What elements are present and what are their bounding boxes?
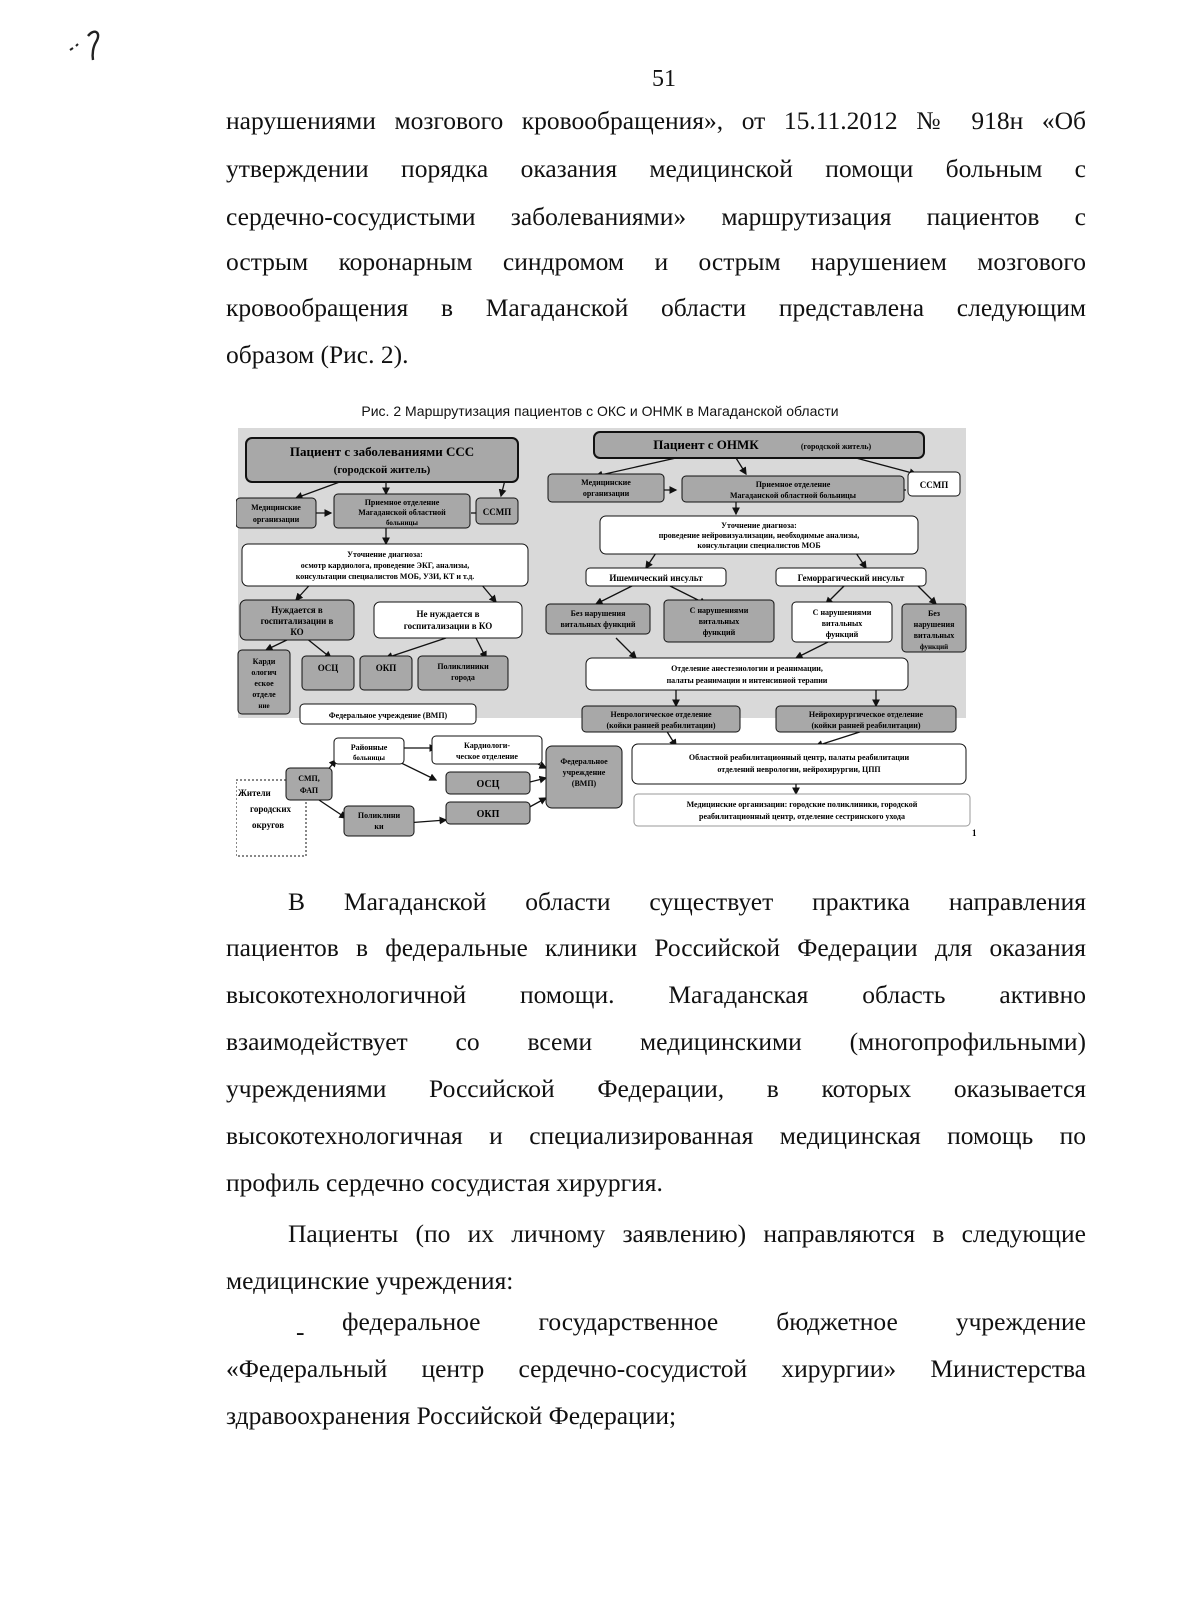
box-text: отделе bbox=[252, 690, 276, 699]
text-line: Пациенты (по их личному заявлению) направляются в следующие bbox=[288, 1219, 1086, 1248]
box-priem-right bbox=[682, 476, 904, 502]
box-text: ОСЦ bbox=[317, 663, 339, 673]
box-district-hospitals bbox=[334, 738, 404, 764]
text-line: высокотехнологичная и специализированная медицинская помощь по bbox=[226, 1121, 1086, 1150]
box-osc-bottom bbox=[446, 772, 530, 794]
list-dash: - bbox=[296, 1317, 305, 1346]
box-text: Пациент с заболеваниями ССС bbox=[289, 444, 475, 459]
box-needs-hosp bbox=[240, 600, 354, 640]
box-text: ки bbox=[374, 822, 384, 831]
box-icu bbox=[586, 658, 908, 690]
text-line: здравоохранения Российской Федерации; bbox=[226, 1401, 677, 1430]
text-line: профиль сердечно сосудистая хирургия. bbox=[226, 1168, 663, 1197]
box-text: витальных bbox=[913, 631, 955, 640]
box-text: (ВМП) bbox=[571, 779, 597, 788]
box-text: витальных функций bbox=[560, 620, 636, 629]
box-neurology bbox=[582, 706, 740, 732]
box-text: функций bbox=[702, 628, 736, 637]
handwritten-mark bbox=[62, 24, 112, 64]
box-text: Поликлини bbox=[357, 811, 401, 820]
box-text: ческое отделение bbox=[456, 752, 518, 761]
box-text: Неврологическое отделение bbox=[610, 710, 712, 719]
text-line: утверждении порядка оказания медицинской помощи больным с bbox=[226, 154, 1086, 183]
box-text: Нуждается в bbox=[271, 605, 323, 615]
box-text: (городской житель) bbox=[333, 464, 431, 476]
text-line: учреждениями Российской Федерации, в которых оказывается bbox=[226, 1074, 1086, 1103]
box-rehab-center bbox=[632, 744, 966, 784]
box-text: городских bbox=[250, 804, 292, 814]
text-line: федеральное государственное бюджетное учреждение bbox=[342, 1307, 1086, 1336]
box-text: Районные bbox=[350, 743, 388, 752]
box-text: реабилитационный центр, отделение сестринского ухода bbox=[699, 812, 905, 821]
box-text: ОКП bbox=[476, 809, 500, 820]
box-okp-left bbox=[360, 656, 412, 690]
box-text: города bbox=[451, 673, 475, 682]
text-line: кровообращения в Магаданской области представлена следующим bbox=[226, 293, 1086, 322]
box-text: проведение нейровизуализации, необходимые анализы, bbox=[658, 531, 860, 540]
box-text: округов bbox=[252, 820, 285, 830]
box-with-vital-hem bbox=[792, 602, 892, 642]
text-line: взаимодействует со всеми медицинскими (многопрофильными) bbox=[226, 1027, 1086, 1056]
text-line: образом (Рис. 2). bbox=[226, 340, 409, 369]
box-text: осмотр кардиолога, проведение ЭКГ, анализы, bbox=[300, 561, 470, 570]
box-no-need-hosp bbox=[374, 602, 522, 638]
box-text: нарушения bbox=[913, 620, 955, 629]
box-text: Федеральное bbox=[560, 757, 608, 766]
box-text: Уточнение диагноза: bbox=[721, 521, 797, 530]
box-text: Магаданской областной больницы bbox=[729, 491, 857, 500]
figure-caption: Рис. 2 Маршрутизация пациентов с ОКС и ОНМК в Магаданской области bbox=[361, 403, 839, 419]
box-text: консультации специалистов МОБ bbox=[697, 541, 821, 550]
box-text: витальных bbox=[698, 617, 740, 626]
box-text: организации bbox=[252, 515, 300, 524]
box-text: больницы bbox=[352, 754, 386, 762]
text-line: пациентов в федеральные клиники Российской Федерации для оказания bbox=[226, 933, 1086, 962]
box-text: КО bbox=[290, 627, 304, 637]
box-federal-vmp-right bbox=[546, 746, 622, 808]
box-onmk-patient bbox=[594, 432, 924, 458]
box-with-vital bbox=[664, 600, 774, 642]
text-line: высокотехнологичной помощи. Магаданская область активно bbox=[226, 980, 1086, 1009]
box-text: (койки ранней реабилитации) bbox=[811, 721, 921, 730]
box-text: Без нарушения bbox=[570, 609, 626, 618]
box-text: Жители bbox=[238, 788, 271, 798]
box-text: Не нуждается в bbox=[416, 609, 480, 619]
box-text: функций bbox=[825, 630, 859, 639]
box-text: Пациент с ОНМК bbox=[653, 437, 759, 452]
box-text: больницы bbox=[385, 519, 419, 527]
box-text: палаты реанимации и интенсивной терапии bbox=[666, 676, 828, 685]
box-diagnosis-right bbox=[600, 516, 918, 554]
box-text: ФАП bbox=[299, 786, 319, 795]
box-text: ССМП bbox=[482, 507, 512, 517]
box-text: Медицинские bbox=[251, 503, 301, 512]
box-hemorrhagic bbox=[776, 568, 926, 586]
text-line: «Федеральный центр сердечно-сосудистой хирургии» Министерства bbox=[226, 1354, 1086, 1383]
box-ssmp-right bbox=[908, 472, 960, 496]
box-text: Уточнение диагноза: bbox=[347, 550, 423, 559]
box-text: Карди bbox=[252, 657, 276, 666]
box-diagnosis-left bbox=[242, 544, 528, 586]
box-text: госпитализации в bbox=[260, 616, 334, 626]
box-ssmp-left bbox=[476, 498, 518, 524]
box-text: Без bbox=[927, 609, 941, 618]
box-polyclinics-city bbox=[418, 656, 508, 690]
box-text: С нарушениями bbox=[812, 608, 872, 617]
box-text: функций bbox=[919, 643, 949, 651]
text-line: острым коронарным синдромом и острым нарушением мозгового bbox=[226, 247, 1086, 276]
box-text: ОКП bbox=[375, 663, 397, 673]
box-text: СМП, bbox=[298, 774, 320, 783]
box-text: Нейрохирургическое отделение bbox=[808, 710, 924, 719]
box-text: ССМП bbox=[919, 480, 949, 490]
box-text: Кардиологи- bbox=[464, 741, 510, 750]
box-text: Поликлиники bbox=[437, 662, 489, 671]
routing-diagram bbox=[236, 428, 996, 898]
box-smp-fap bbox=[286, 768, 332, 800]
box-text: ологич bbox=[251, 668, 277, 677]
box-no-vital bbox=[546, 604, 650, 634]
box-cardiology-dept bbox=[432, 736, 542, 764]
box-text: еское bbox=[254, 679, 274, 688]
box-text: организации bbox=[582, 489, 630, 498]
box-priem-left bbox=[334, 494, 470, 528]
box-text: ОСЦ bbox=[476, 779, 500, 790]
text-line: сердечно-сосудистыми заболеваниями» маршрутизация пациентов с bbox=[226, 202, 1086, 231]
text-line: нарушениями мозгового кровообращения», от 15.11.2012 № 918н «Об bbox=[226, 106, 1086, 135]
footnote-mark: 1 bbox=[972, 828, 977, 838]
text-line: В Магаданской области существует практика направления bbox=[288, 887, 1086, 916]
box-medorg-final bbox=[634, 794, 970, 826]
box-text: Медицинские организации: городские поликлиники, городской bbox=[686, 800, 918, 809]
box-med-org-left bbox=[236, 498, 316, 528]
box-no-vital-hem bbox=[902, 604, 966, 652]
box-text: Отделение анестезиологии и реанимации, bbox=[671, 664, 823, 673]
box-text: Геморрагический инсульт bbox=[797, 573, 905, 583]
box-polyclinics bbox=[344, 806, 414, 836]
box-osc-left bbox=[302, 656, 354, 690]
box-text: (городской житель) bbox=[800, 442, 872, 451]
box-text: Ишемический инсульт bbox=[609, 573, 703, 583]
box-text: ние bbox=[258, 702, 270, 710]
page-number: 51 bbox=[652, 66, 676, 92]
text-line: медицинские учреждения: bbox=[226, 1266, 514, 1295]
box-text: Федеральное учреждение (ВМП) bbox=[328, 711, 448, 720]
box-text: Медицинские bbox=[581, 478, 631, 487]
box-text: учреждение bbox=[562, 768, 606, 777]
box-text: госпитализации в КО bbox=[403, 621, 493, 631]
box-text: (койки ранней реабилитации) bbox=[606, 721, 716, 730]
box-neurosurgery bbox=[776, 706, 956, 732]
box-med-org-right bbox=[548, 474, 664, 502]
box-text: С нарушениями bbox=[689, 606, 749, 615]
box-text: Приемное отделение bbox=[755, 480, 831, 489]
box-federal-vmp-left bbox=[300, 704, 476, 724]
box-okp-bottom bbox=[446, 802, 530, 824]
box-text: отделений неврологии, нейрохирургии, ЦПП bbox=[717, 765, 881, 774]
box-cardiology bbox=[238, 650, 290, 714]
box-text: Областной реабилитационный центр, палаты реабилитации bbox=[688, 753, 910, 762]
box-text: Магаданской областной bbox=[358, 508, 446, 517]
box-ischemic bbox=[586, 568, 726, 586]
box-text: Приемное отделение bbox=[364, 498, 440, 507]
box-oks-patient bbox=[246, 438, 518, 482]
box-text: консультации специалистов МОБ, УЗИ, КТ и т.д. bbox=[295, 572, 475, 581]
box-text: витальных bbox=[821, 619, 863, 628]
